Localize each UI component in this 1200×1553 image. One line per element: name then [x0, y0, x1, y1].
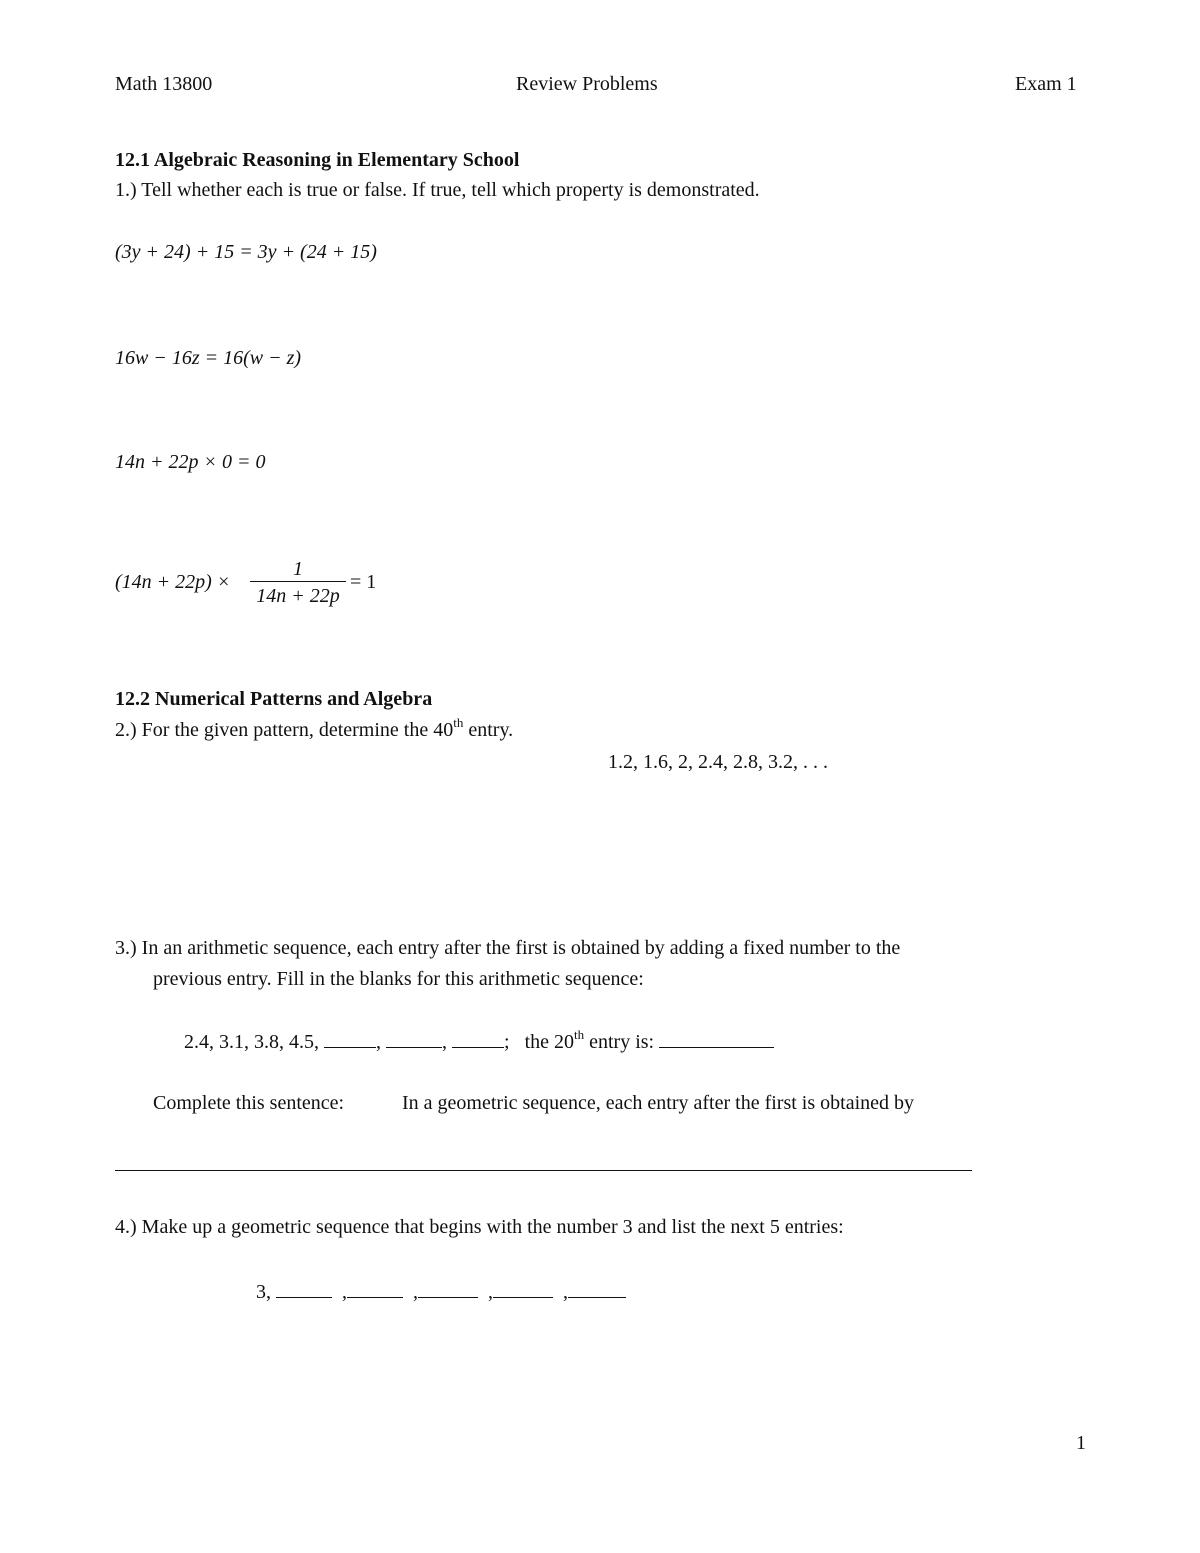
- section-heading-12-1: 12.1 Algebraic Reasoning in Elementary School: [115, 149, 520, 171]
- question-2-text: [115, 715, 514, 741]
- question-4-text: 4.) Make up a geometric sequence that begins with the number 3 and list the next 5 entries:: [115, 1216, 844, 1238]
- twentieth-entry-blank[interactable]: [659, 1031, 774, 1048]
- question-1-text: 1.) Tell whether each is true or false. If true, tell which property is demonstrated.: [115, 179, 760, 201]
- fraction-bar: [250, 581, 346, 582]
- geo-blank-3[interactable]: [418, 1281, 478, 1298]
- exam-label: Exam 1: [1015, 73, 1077, 95]
- equation-2: 16w − 16z = 16(w − z): [115, 347, 302, 369]
- semicolon: ;: [504, 1031, 510, 1053]
- question-3-line-2: previous entry. Fill in the blanks for this arithmetic sequence:: [153, 968, 644, 990]
- equation-3: 14n + 22p × 0 = 0: [115, 451, 266, 473]
- page-number: 1: [1076, 1432, 1086, 1454]
- answer-blank-3[interactable]: [452, 1031, 504, 1048]
- answer-blank-1[interactable]: [324, 1031, 376, 1048]
- answer-blank-2[interactable]: [386, 1031, 442, 1048]
- sequence-start: 3,: [256, 1281, 271, 1303]
- equation-4-fraction: [250, 557, 346, 607]
- twentieth-entry-label: the 20th entry is:: [524, 1027, 655, 1053]
- sentence-answer-line[interactable]: [115, 1170, 972, 1171]
- equation-1: (3y + 24) + 15 = 3y + (24 + 15): [115, 241, 377, 263]
- question-3-sequence: 2.4, 3.1, 3.8, 4.5, , , ; the 20th entry is:: [184, 1031, 774, 1052]
- equation-4-left: (14n + 22p) ×: [115, 571, 231, 593]
- complete-sentence-text: In a geometric sequence, each entry after the first is obtained by: [402, 1092, 915, 1114]
- equation-4-right: = 1: [350, 571, 377, 593]
- document-title: Review Problems: [516, 73, 658, 95]
- question-2-post: entry.: [463, 719, 514, 741]
- arithmetic-sequence-values: 2.4, 3.1, 3.8, 4.5,: [184, 1031, 319, 1053]
- question-2-sequence: 1.2, 1.6, 2, 2.4, 2.8, 3.2, . . .: [608, 751, 828, 773]
- geometric-sequence-answer: 3, , , , ,: [256, 1281, 626, 1302]
- geo-blank-2[interactable]: [347, 1281, 403, 1298]
- geo-blank-4[interactable]: [493, 1281, 553, 1298]
- fraction-numerator: 1: [293, 558, 303, 580]
- question-2-sup: th: [453, 715, 464, 730]
- question-2-pre: 2.) For the given pattern, determine the 40: [115, 719, 454, 741]
- complete-sentence-label: Complete this sentence:: [153, 1092, 345, 1114]
- fraction-denominator: 14n + 22p: [256, 585, 340, 607]
- geo-blank-1[interactable]: [276, 1281, 332, 1298]
- question-3-line-1: 3.) In an arithmetic sequence, each entry after the first is obtained by adding a fixed number to the: [115, 937, 901, 959]
- course-name: Math 13800: [115, 73, 213, 95]
- section-heading-12-2: 12.2 Numerical Patterns and Algebra: [115, 688, 433, 710]
- geo-blank-5[interactable]: [568, 1281, 626, 1298]
